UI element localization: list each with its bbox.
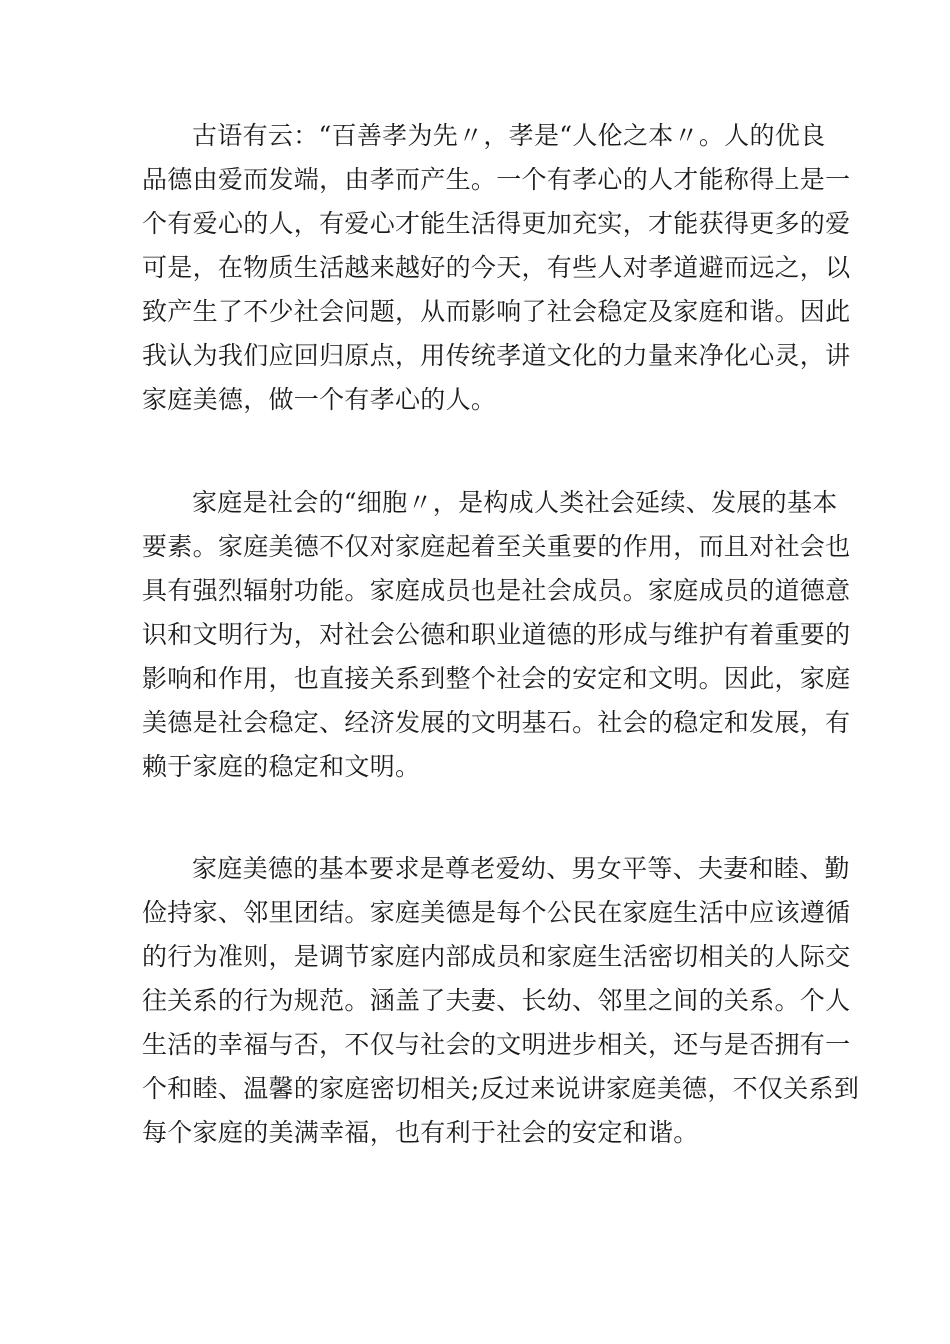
paragraph-filial-piety xyxy=(142,114,850,422)
paragraph-line: 家庭美德的基本要求是尊老爱幼、男女平等、夫妻和睦、勤 xyxy=(192,854,850,883)
paragraph-line: 生活的幸福与否，不仅与社会的文明进步相关，还与是否拥有一 xyxy=(142,1030,851,1059)
paragraph-family-cell xyxy=(142,481,850,789)
paragraph-line: 要素。家庭美德不仅对家庭起着至关重要的作用，而且对社会也 xyxy=(142,532,851,561)
paragraph-line: 识和文明行为，对社会公德和职业道德的形成与维护有着重要的 xyxy=(142,620,851,649)
paragraph-line: 家庭美德，做一个有孝心的人。 xyxy=(142,385,497,414)
paragraph-line: 家庭是社会的“细胞〃，是构成人类社会延续、发展的基本 xyxy=(192,488,838,517)
paragraph-line: 古语有云：“百善孝为先〃，孝是“人伦之本〃。人的优良 xyxy=(192,121,826,150)
paragraph-line: 个有爱心的人，有爱心才能生活得更加充实，才能获得更多的爱 xyxy=(142,209,851,238)
paragraph-line: 致产生了不少社会问题，从而影响了社会稳定及家庭和谐。因此 xyxy=(142,297,851,326)
paragraph-line: 具有强烈辐射功能。家庭成员也是社会成员。家庭成员的道德意 xyxy=(142,576,851,605)
paragraph-line: 赖于家庭的稳定和文明。 xyxy=(142,752,421,781)
paragraph-line: 品德由爱而发端，由孝而产生。一个有孝心的人才能称得上是一 xyxy=(142,165,851,194)
paragraph-line: 俭持家、邻里团结。家庭美德是每个公民在家庭生活中应该遵循 xyxy=(142,898,851,927)
paragraph-line: 影响和作用，也直接关系到整个社会的安定和文明。因此，家庭 xyxy=(142,664,851,693)
paragraph-line: 我认为我们应回归原点，用传统孝道文化的力量来净化心灵，讲 xyxy=(142,341,851,370)
paragraph-line: 往关系的行为规范。涵盖了夫妻、长幼、邻里之间的关系。个人 xyxy=(142,986,851,1015)
paragraph-line: 可是，在物质生活越来越好的今天，有些人对孝道避而远之，以 xyxy=(142,253,851,282)
paragraph-family-virtues xyxy=(142,847,859,1155)
paragraph-line: 美德是社会稳定、经济发展的文明基石。社会的稳定和发展，有 xyxy=(142,708,851,737)
paragraph-line: 每个家庭的美满幸福，也有利于社会的安定和谐。 xyxy=(142,1118,699,1147)
paragraph-line: 个和睦、温馨的家庭密切相关;反过来说讲家庭美德，不仅关系到 xyxy=(142,1074,860,1103)
paragraph-line: 的行为准则，是调节家庭内部成员和家庭生活密切相关的人际交 xyxy=(142,942,851,971)
